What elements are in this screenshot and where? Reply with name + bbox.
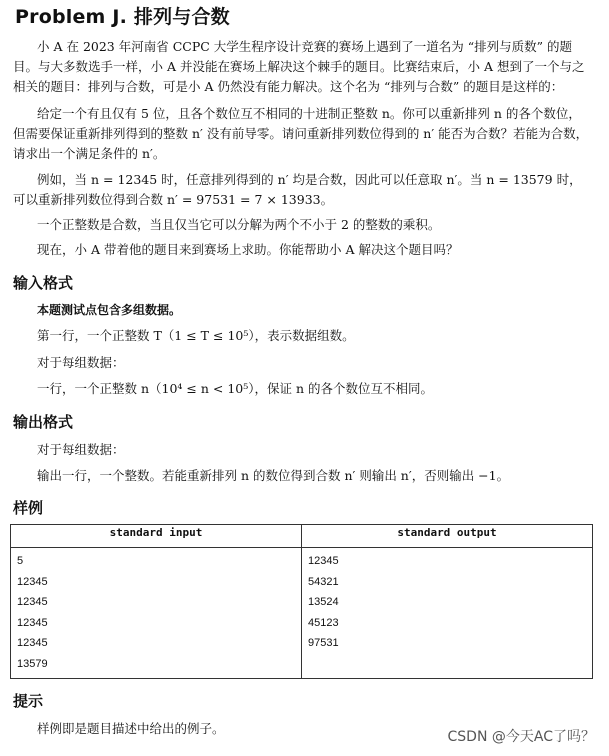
sample-output-line: 54321	[308, 575, 339, 588]
statement-para-2: 给定一个有且仅有 5 位，且各个数位互不相同的十进制正整数 n。你可以重新排列 n 的各个数位，但需要保证重新排列得到的整数 n′ 没有前导零。请问重新排列数位得到的 n′ 能否为合数？若能为合数，请求出一个满足条件的 n′。	[13, 106, 589, 161]
input-format-heading: 输入格式	[13, 274, 74, 292]
output-format-heading: 输出格式	[13, 413, 74, 431]
sample-input-line: 12345	[17, 575, 48, 588]
page-title: Problem J. 排列与合数	[15, 6, 230, 28]
watermark: CSDN @今天AC了吗？	[447, 729, 595, 745]
sample-input-cell	[11, 548, 302, 679]
multi-case-note: 本题测试点包含多组数据。	[37, 303, 182, 317]
sample-output-line: 12345	[308, 555, 339, 567]
sample-input-line: 13579	[17, 657, 48, 670]
output-line-1: 对于每组数据：	[37, 442, 125, 457]
sample-input-line: 12345	[17, 637, 48, 649]
sample-heading: 样例	[13, 499, 44, 517]
input-line-1: 第一行，一个正整数 T（1 ≤ T ≤ 10⁵），表示数据组数。	[37, 328, 355, 343]
input-line-3: 一行，一个正整数 n（10⁴ ≤ n < 10⁵），保证 n 的各个数位互不相同。	[37, 381, 433, 396]
sample-output-line: 97531	[308, 637, 339, 649]
statement-para-4: 一个正整数是合数，当且仅当它可以分解为两个不小于 2 的整数的乘积。	[37, 217, 441, 232]
sample-output-line: 13524	[308, 596, 339, 608]
sample-output-header: standard output	[302, 525, 593, 548]
input-line-2: 对于每组数据：	[37, 355, 125, 370]
statement-para-3: 例如，当 n = 12345 时，任意排列得到的 n′ 均是合数，因此可以任意取 n′。当 n = 13579 时，可以重新排列数位得到合数 n′ = 97531 = 7 × 13933。	[13, 172, 582, 207]
sample-input-line: 12345	[17, 616, 48, 629]
sample-table	[10, 524, 593, 679]
sample-input-line: 5	[17, 555, 24, 567]
hint-text: 样例即是题目描述中给出的例子。	[37, 721, 225, 736]
output-line-2: 输出一行，一个整数。若能重新排列 n 的数位得到合数 n′ 则输出 n′，否则输出 −1。	[37, 468, 510, 483]
statement-para-5: 现在，小 A 带着他的题目来到赛场上求助。你能帮助小 A 解决这个题目吗？	[37, 242, 459, 257]
sample-output-line: 45123	[308, 616, 339, 629]
hint-heading: 提示	[13, 692, 44, 710]
sample-input-line: 12345	[17, 596, 48, 608]
sample-input-header: standard input	[11, 525, 302, 548]
statement-para-1: 小 A 在 2023 年河南省 CCPC 大学生程序设计竞赛的赛场上遇到了一道名为 “排列与质数” 的题目。与大多数选手一样，小 A 并没能在赛场上解决这个棘手的题目。比赛结束后，小 A 想到了一个与之相关的题目：排列与合数，可是小 A 仍然没有能力解决。这个名为 “排列与合数” 的题目是这样的：	[13, 39, 585, 94]
sample-output-cell	[302, 548, 593, 679]
